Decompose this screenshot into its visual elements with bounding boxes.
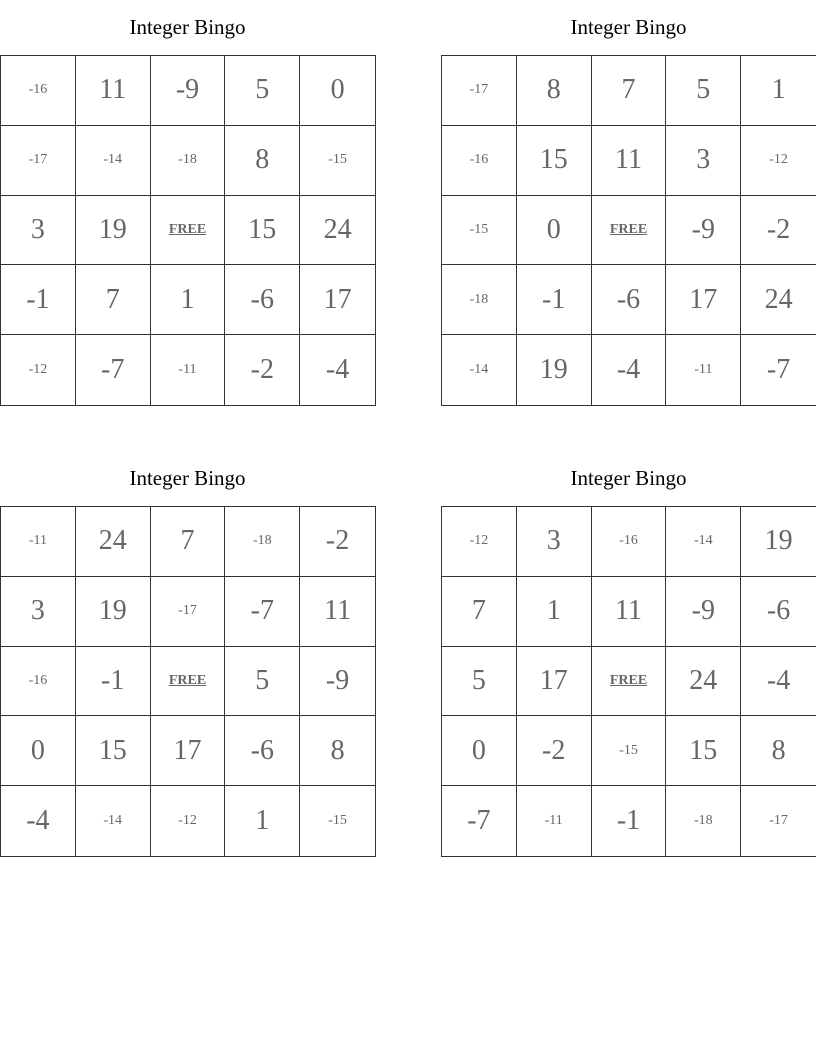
bingo-cell: 1 <box>517 577 592 647</box>
bingo-cell: -15 <box>592 716 667 786</box>
bingo-cell: 5 <box>666 56 741 126</box>
bingo-cell: 24 <box>666 647 741 717</box>
bingo-cell: 24 <box>741 265 816 335</box>
bingo-cell: -17 <box>769 813 788 829</box>
free-space: FREE <box>592 647 667 717</box>
bingo-cell: -18 <box>442 265 517 335</box>
free-space: FREE <box>151 647 226 717</box>
bingo-cell: 15 <box>666 716 741 786</box>
bingo-cell: -16 <box>1 647 76 717</box>
bingo-cell: -14 <box>442 335 517 405</box>
bingo-grid <box>0 55 376 406</box>
bingo-cell: -4 <box>741 647 816 717</box>
bingo-cell: -2 <box>300 507 375 577</box>
bingo-cell: -12 <box>741 126 816 196</box>
bingo-cell: 19 <box>76 196 151 266</box>
bingo-cell: 3 <box>666 126 741 196</box>
bingo-cell: -15 <box>300 126 375 196</box>
bingo-cell: -18 <box>666 786 741 856</box>
bingo-cell: 7 <box>76 265 151 335</box>
card-title: Integer Bingo <box>129 466 246 490</box>
bingo-cell: 8 <box>517 56 592 126</box>
bingo-grid <box>441 506 816 857</box>
bingo-cell: 24 <box>76 507 151 577</box>
bingo-cell: -18 <box>151 126 226 196</box>
bingo-cell: 3 <box>1 196 76 266</box>
card-title: Integer Bingo <box>570 15 687 39</box>
bingo-cell: 8 <box>225 126 300 196</box>
bingo-cell: 17 <box>517 647 592 717</box>
bingo-cell: -16 <box>1 56 76 126</box>
bingo-cell: -12 <box>151 786 226 856</box>
bingo-cell: -7 <box>225 577 300 647</box>
bingo-cell: -1 <box>1 265 76 335</box>
bingo-cell: 15 <box>76 716 151 786</box>
bingo-cell: -6 <box>225 265 300 335</box>
bingo-cell: -14 <box>76 786 151 856</box>
bingo-cell: -9 <box>666 577 741 647</box>
bingo-cell: -12 <box>442 507 517 577</box>
bingo-cell: -7 <box>766 354 791 386</box>
bingo-cell: -2 <box>741 196 816 266</box>
bingo-cell: -12 <box>1 335 76 405</box>
bingo-cell: -18 <box>225 507 300 577</box>
bingo-cell: -2 <box>225 335 300 405</box>
bingo-cell: 8 <box>300 716 375 786</box>
bingo-cell: 17 <box>300 265 375 335</box>
bingo-cell: -17 <box>1 126 76 196</box>
bingo-cell: 17 <box>151 716 226 786</box>
bingo-cell: -17 <box>151 577 226 647</box>
bingo-cell: 0 <box>300 56 375 126</box>
bingo-cell: -7 <box>76 335 151 405</box>
bingo-cell: -15 <box>328 813 347 829</box>
bingo-cell: 5 <box>442 647 517 717</box>
free-space: FREE <box>151 196 226 266</box>
bingo-grid <box>0 506 376 857</box>
bingo-cell: -9 <box>151 56 226 126</box>
bingo-cell: 11 <box>592 577 667 647</box>
bingo-cell: -1 <box>76 647 151 717</box>
free-space: FREE <box>592 196 667 266</box>
bingo-cell: 3 <box>517 507 592 577</box>
bingo-cell: -17 <box>442 56 517 126</box>
bingo-cell: 24 <box>300 196 375 266</box>
bingo-cell: -2 <box>517 716 592 786</box>
bingo-cell: 11 <box>76 56 151 126</box>
bingo-cell: 0 <box>1 716 76 786</box>
bingo-cell: 19 <box>76 577 151 647</box>
bingo-cell: -4 <box>325 354 350 386</box>
bingo-cell: 1 <box>225 786 300 856</box>
bingo-cell: 8 <box>741 716 816 786</box>
bingo-cell: 11 <box>592 126 667 196</box>
bingo-cell: 5 <box>225 647 300 717</box>
bingo-cell: -4 <box>592 335 667 405</box>
bingo-cell: 0 <box>517 196 592 266</box>
bingo-cell: -14 <box>76 126 151 196</box>
bingo-cell: -6 <box>592 265 667 335</box>
bingo-cell: -7 <box>442 786 517 856</box>
bingo-cell: 5 <box>225 56 300 126</box>
bingo-cell: 19 <box>741 507 816 577</box>
bingo-cell: -11 <box>151 335 226 405</box>
bingo-cell: 0 <box>442 716 517 786</box>
card-title: Integer Bingo <box>129 15 246 39</box>
bingo-cell: -11 <box>666 335 741 405</box>
bingo-cell: 1 <box>741 56 816 126</box>
bingo-cell: -9 <box>666 196 741 266</box>
bingo-cell: -16 <box>442 126 517 196</box>
bingo-grid <box>441 55 816 406</box>
bingo-cell: -6 <box>741 577 816 647</box>
bingo-cell: -1 <box>592 786 667 856</box>
bingo-cell: 1 <box>151 265 226 335</box>
bingo-cell: -1 <box>517 265 592 335</box>
bingo-cell: 17 <box>666 265 741 335</box>
bingo-cell: -15 <box>442 196 517 266</box>
bingo-cell: 3 <box>1 577 76 647</box>
bingo-cell: -11 <box>1 507 76 577</box>
bingo-cell: 15 <box>225 196 300 266</box>
card-title: Integer Bingo <box>570 466 687 490</box>
bingo-cell: -14 <box>666 507 741 577</box>
bingo-cell: 7 <box>151 507 226 577</box>
bingo-cell: 11 <box>300 577 375 647</box>
bingo-cell: 7 <box>442 577 517 647</box>
bingo-cell: 19 <box>517 335 592 405</box>
bingo-cell: -11 <box>517 786 592 856</box>
bingo-cell: -9 <box>300 647 375 717</box>
bingo-cell: -16 <box>592 507 667 577</box>
bingo-cell: 15 <box>517 126 592 196</box>
bingo-cell: -4 <box>1 786 76 856</box>
bingo-cell: -6 <box>225 716 300 786</box>
bingo-cell: 7 <box>592 56 667 126</box>
